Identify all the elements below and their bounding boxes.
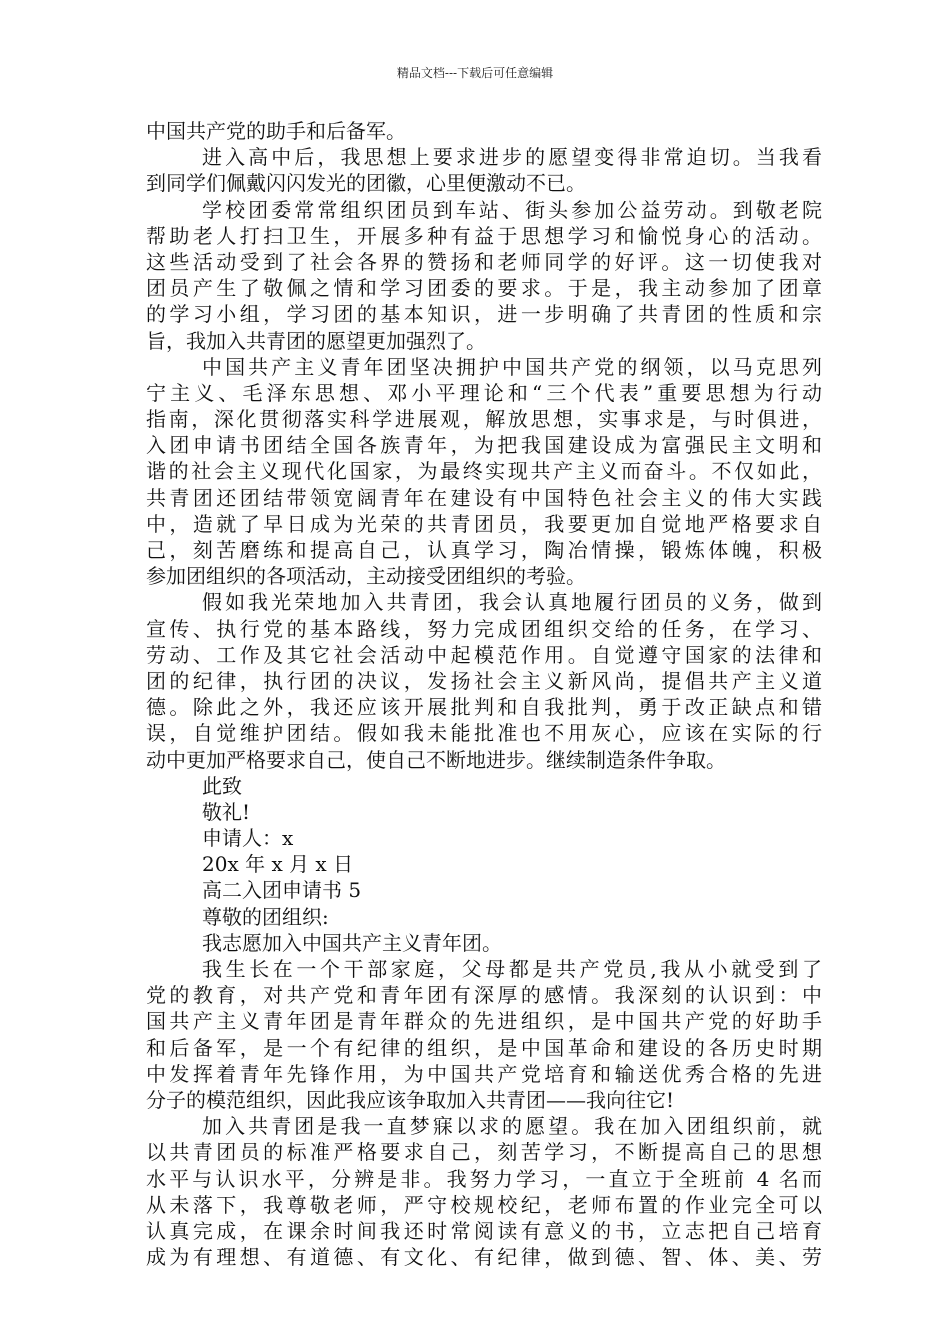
document-body (146, 118, 822, 1270)
text-line: 尊敬的团组织: (202, 904, 329, 929)
text-line: 我志愿加入中国共产主义青年团。 (202, 930, 502, 955)
text-line: 此致 (202, 773, 242, 798)
text-line: 中发挥着青年先锋作用，为中国共产党培育和输送优秀合格的先进 (146, 1061, 822, 1086)
text-line: 团的纪律，执行团的决议，发扬社会主义新风尚，提倡共产主义道 (146, 668, 822, 693)
text-line: 敬礼! (202, 799, 251, 824)
text-line: 学校团委常常组织团员到车站、街头参加公益劳动。到敬老院 (202, 197, 822, 222)
text-line: 德。除此之外，我还应该开展批判和自我批判，勇于改正缺点和错 (146, 695, 822, 720)
text-line: 中国共产党的助手和后备军。 (146, 119, 406, 143)
text-line: 这些活动受到了社会各界的赞扬和老师同学的好评。这一切使我对 (146, 249, 822, 274)
text-line: 团员产生了敬佩之情和学习团委的要求。于是，我主动参加了团章 (146, 276, 822, 301)
text-line: 入团申请书团结全国各族青年，为把我国建设成为富强民主文明和 (146, 433, 822, 458)
text-line: 和后备军，是一个有纪律的组织，是中国革命和建设的各历史时期 (146, 1035, 822, 1060)
text-line: 以共青团员的标准严格要求自己，刻苦学习，不断提高自己的思想 (146, 1140, 822, 1165)
text-line: 中国共产主义青年团坚决拥护中国共产党的纲领，以马克思列 (202, 354, 822, 379)
text-line: 我生长在一个干部家庭，父母都是共产党员,我从小就受到了 (202, 957, 822, 981)
text-line: 劳动、工作及其它社会活动中起模范作用。自觉遵守国家的法律和 (146, 642, 822, 667)
text-line: 党的教育，对共产党和青年团有深厚的感情。我深刻的认识到：中 (146, 983, 822, 1008)
text-line: 水平与认识水平，分辨是非。我努力学习，一直立于全班前 4 名而 (146, 1166, 822, 1191)
text-line: 的学习小组，学习团的基本知识，进一步明确了共青团的性质和宗 (146, 302, 822, 327)
text-line: 加入共青团是我一直梦寐以求的愿望。我在加入团组织前，就 (202, 1114, 822, 1139)
text-line: 认真完成，在课余时间我还时常阅读有意义的书，立志把自己培育 (146, 1218, 822, 1243)
page-header: 精品文档---下载后可任意编辑 (396, 66, 554, 80)
text-line: 动中更加严格要求自己，使自己不断地进步。继续制造条件争取。 (146, 747, 726, 772)
text-line: 国共产主义青年团是青年群众的先进组织，是中国共产党的好助手 (146, 1009, 822, 1034)
text-line: 谐的社会主义现代化国家，为最终实现共产主义而奋斗。不仅如此， (146, 459, 822, 484)
text-line: 进入高中后，我思想上要求进步的愿望变得非常迫切。当我看 (202, 145, 822, 170)
text-line: 分子的模范组织，因此我应该争取加入共青团——我向往它! (146, 1087, 675, 1112)
text-line: 高二入团申请书 5 (202, 878, 362, 903)
text-line: 宁主义、毛泽东思想、邓小平理论和“三个代表”重要思想为行动 (146, 380, 822, 405)
text-line: 假如我光荣地加入共青团，我会认真地履行团员的义务，做到 (202, 590, 822, 615)
text-line: 从未落下，我尊敬老师，严守校规校纪，老师布置的作业完全可以 (146, 1192, 822, 1217)
text-line: 指南，深化贯彻落实科学进展观，解放思想，实事求是，与时俱进， (146, 407, 822, 432)
text-line: 中，造就了早日成为光荣的共青团员，我要更加自觉地严格要求自 (146, 511, 822, 536)
text-line: 到同学们佩戴闪闪发光的团徽，心里便激动不已。 (146, 171, 586, 196)
text-line: 参加团组织的各项活动，主动接受团组织的考验。 (146, 564, 586, 589)
text-line: 己，刻苦磨练和提高自己，认真学习，陶冶情操，锻炼体魄，积极 (146, 538, 822, 562)
text-line: 成为有理想、有道德、有文化、有纪律，做到德、智、体、美、劳 (146, 1245, 822, 1270)
text-line: 宣传、执行党的基本路线，努力完成团组织交给的任务，在学习、 (146, 616, 822, 641)
text-line: 20x 年 x 月 x 日 (202, 852, 354, 877)
text-line: 误，自觉维护团结。假如我未能批准也不用灰心，应该在实际的行 (146, 721, 822, 746)
text-line: 申请人：x (202, 826, 294, 851)
text-line: 旨，我加入共青团的愿望更加强烈了。 (146, 328, 486, 353)
text-line: 帮助老人打扫卫生，开展多种有益于思想学习和愉悦身心的活动。 (146, 223, 822, 248)
text-line: 共青团还团结带领宽阔青年在建设有中国特色社会主义的伟大实践 (146, 485, 822, 510)
